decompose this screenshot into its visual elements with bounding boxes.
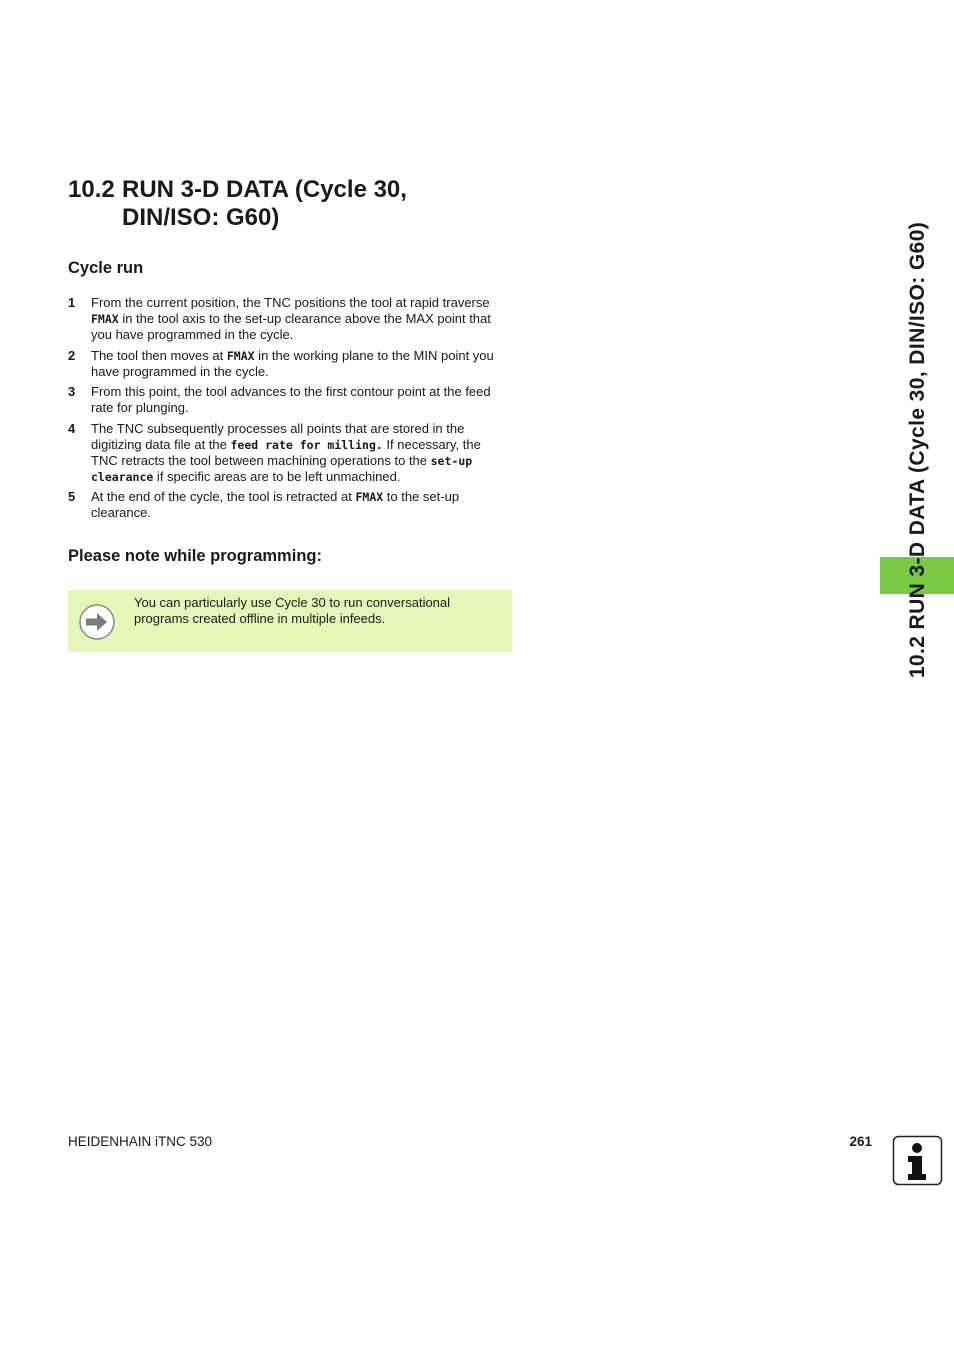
- heading-cycle-run: Cycle run: [68, 259, 144, 277]
- list-item: 1 From the current position, the TNC positions the tool at rapid traverse FMAX in the tool axis to the set-up clearance above the MAX point that you have programmed in the cycle.: [68, 295, 491, 342]
- list-item: 2 The tool then moves at FMAX in the working plane to the MIN point you have programmed in the cycle.: [68, 347, 494, 379]
- cycle-run-steps: [68, 295, 510, 526]
- page-title: [68, 176, 548, 232]
- list-item: 5 At the end of the cycle, the tool is retracted at FMAX to the set-up clearance.: [68, 489, 460, 520]
- side-running-header: [896, 182, 940, 718]
- code-term: FMAX: [91, 312, 119, 326]
- code-term: FMAX: [355, 490, 384, 504]
- arrow-right-icon: [78, 603, 116, 641]
- title-line-1: RUN 3-D DATA (Cycle 30,: [122, 176, 407, 203]
- code-term: FMAX: [226, 348, 255, 363]
- footer-product: HEIDENHAIN iTNC 530: [68, 1134, 213, 1149]
- page-number: 261: [849, 1134, 872, 1149]
- code-term: feed rate for milling.: [230, 437, 383, 452]
- heading-programming-note: Please note while programming:: [68, 547, 322, 565]
- list-item: 4 The TNC subsequently processes all points that are stored in the digitizing data file at the feed rate for milling. If necessary, the TNC retracts the tool between machining operations to the set-up clearance if specific areas are to be left unmachined.: [68, 420, 481, 484]
- title-line-2: DIN/ISO: G60): [122, 204, 280, 231]
- list-item: 3 From this point, the tool advances to the first contour point at the feed rate for plunging.: [68, 384, 491, 415]
- note-box: [68, 590, 512, 652]
- code-term: set-up clearance: [91, 453, 473, 484]
- note-text: You can particularly use Cycle 30 to run conversational programs created offline in multiple infeeds.: [134, 595, 451, 626]
- info-icon: [892, 1135, 944, 1187]
- section-number: 10.2: [68, 176, 115, 203]
- side-running-header-text: 10.2 RUN 3-D DATA (Cycle 30, DIN/ISO: G60): [906, 221, 929, 679]
